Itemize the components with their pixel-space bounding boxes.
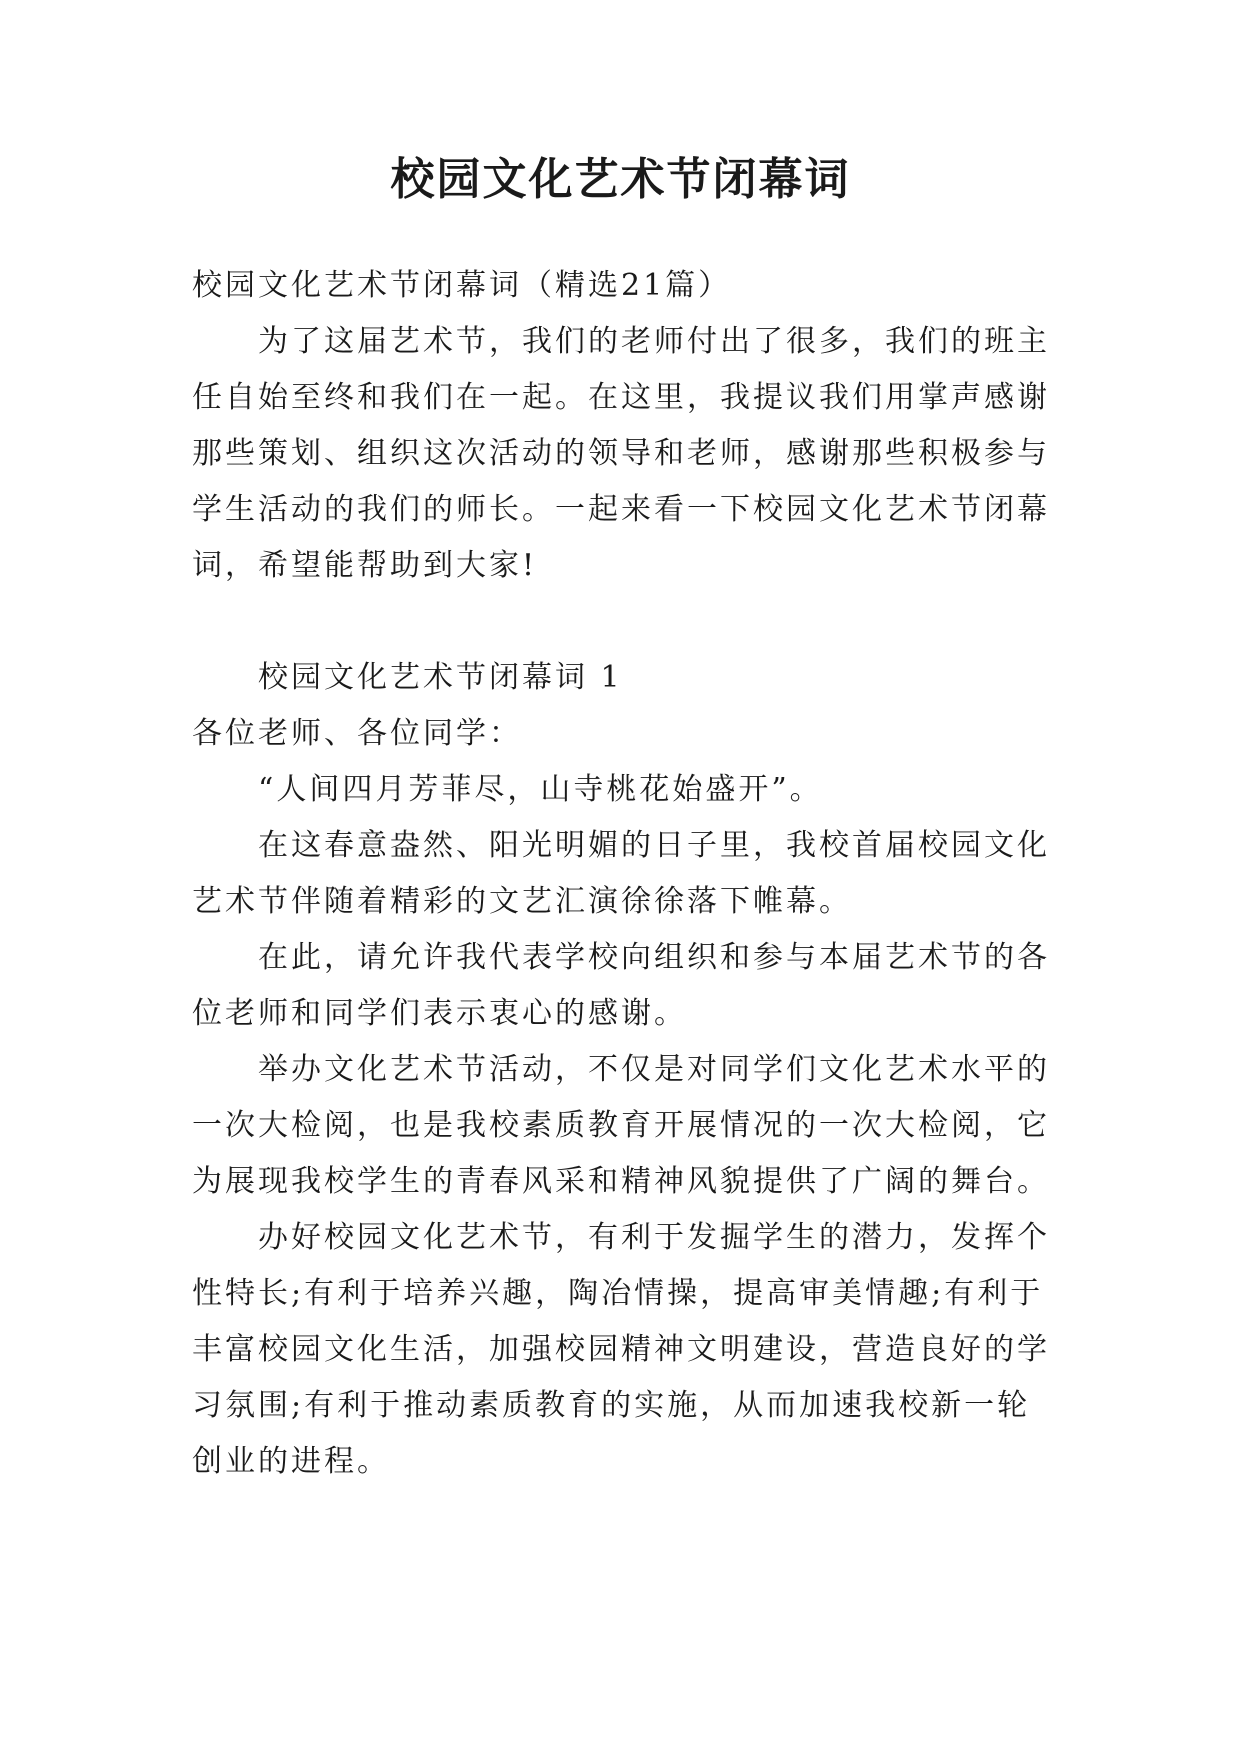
- body-paragraph: 在此，请允许我代表学校向组织和参与本届艺术节的各位老师和同学们表示衷心的感谢。: [192, 940, 1050, 1031]
- page-title: 校园文化艺术节闭幕词: [390, 154, 851, 205]
- body-paragraph: 举办文化艺术节活动，不仅是对同学们文化艺术水平的一次大检阅，也是我校素质教育开展情况的一次大检阅，它为展现我校学生的青春风采和精神风貌提供了广阔的舞台。: [192, 1052, 1050, 1199]
- document-subtitle: 校园文化艺术节闭幕词（精选21篇）: [192, 268, 732, 303]
- greeting-line: 各位老师、各位同学：: [192, 716, 522, 751]
- section-spacer: [192, 594, 1062, 650]
- document-body: [192, 258, 1062, 1490]
- body-paragraph: 办好校园文化艺术节，有利于发掘学生的潜力，发挥个性特长;有利于培养兴趣，陶冶情操，提高审美情趣;有利于丰富校园文化生活，加强校园精神文明建设，营造良好的学习氛围;有利于推动素质教育的实施，从而加速我校新一轮创业的进程。: [192, 1220, 1050, 1479]
- body-paragraph: “人间四月芳菲尽，山寺桃花始盛开”。: [258, 772, 823, 807]
- body-paragraph: 在这春意盎然、阳光明媚的日子里，我校首届校园文化艺术节伴随着精彩的文艺汇演徐徐落下帷幕。: [192, 828, 1050, 919]
- intro-paragraph: 为了这届艺术节，我们的老师付出了很多，我们的班主任自始至终和我们在一起。在这里，我提议我们用掌声感谢那些策划、组织这次活动的领导和老师，感谢那些积极参与学生活动的我们的师长。一起来看一下校园文化艺术节闭幕词，希望能帮助到大家!: [192, 324, 1050, 583]
- section-heading: 校园文化艺术节闭幕词 1: [258, 660, 623, 695]
